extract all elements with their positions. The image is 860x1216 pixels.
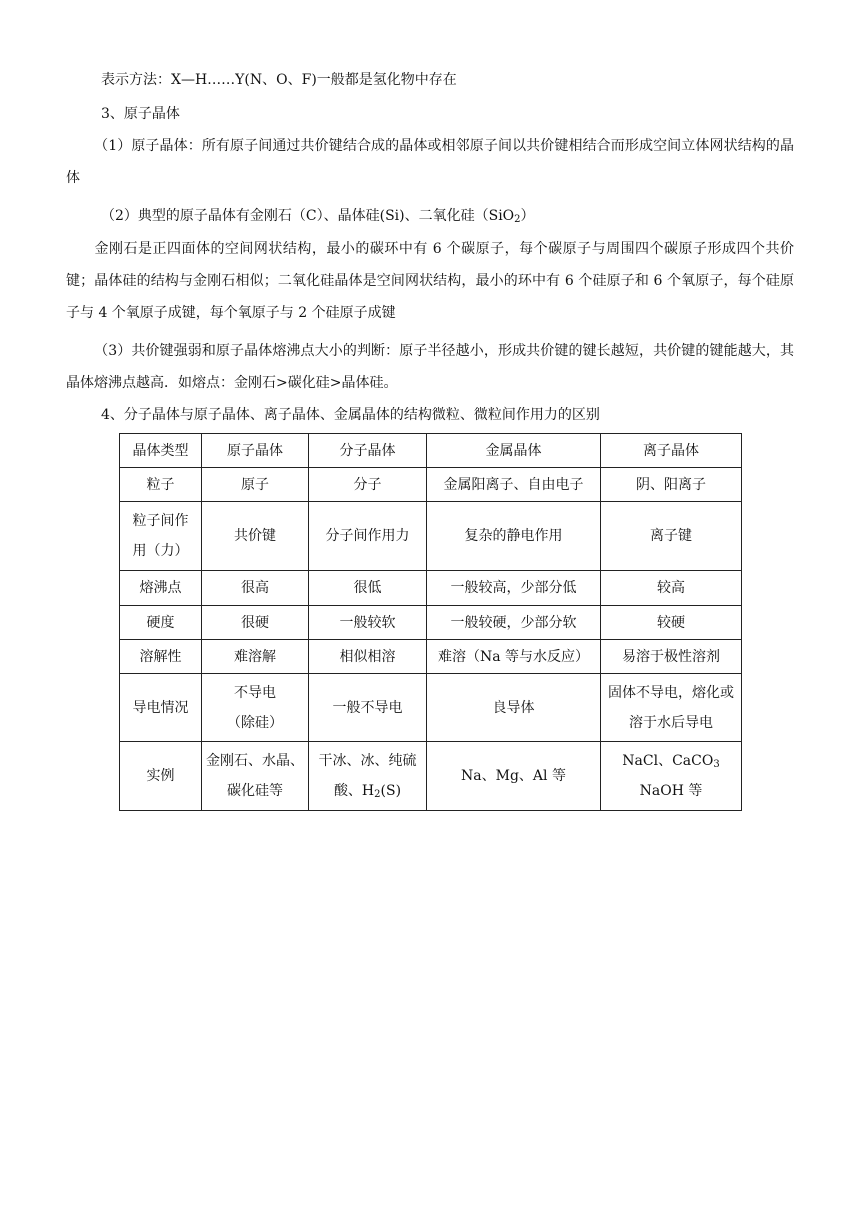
section-3-title: 3、原子晶体 [101,106,180,122]
table-cell: 良导体 [427,674,601,742]
table-row [120,571,742,606]
table-cell: 分子 [309,468,427,502]
table-cell: 较高 [601,571,742,606]
table-cell: 阴、阳离子 [601,468,742,502]
header-cell: 金属晶体 [427,434,601,468]
table-cell: 很硬 [202,606,309,640]
table-cell: 硬度 [120,606,202,640]
header-cell: 晶体类型 [120,434,202,468]
table-cell: 金刚石、水晶、碳化硅等 [202,742,309,811]
paragraph-covalent-bond-strength [66,335,794,399]
table-cell: 实例 [120,742,202,811]
table-cell: 熔沸点 [120,571,202,606]
table-cell: 原子 [202,468,309,502]
table-cell: 金属阳离子、自由电子 [427,468,601,502]
table-cell [601,742,742,811]
diamond-structure-text: 金刚石是正四面体的空间网状结构，最小的碳环中有 6 个碳原子，每个碳原子与周围四个碳原子形成四个共价键；晶体硅的结构与金刚石相似；二氧化硅晶体是空间网状结构，最小的环中有 6 个硅原子和 6 个氧原子，每个硅原子与 4 个氧原子成键，每个氧原子与 2 个硅原子成键 [66,241,794,321]
table-cell: Na、Mg、Al 等 [427,742,601,811]
table-cell: 一般较高，少部分低 [427,571,601,606]
table-cell: 相似相溶 [309,640,427,674]
table-row [120,640,742,674]
crystal-comparison-table [119,433,742,811]
typical-crystals-close: ） [520,208,535,224]
ionic-example-line2: NaOH 等 [639,783,703,799]
paragraph-atomic-crystal-definition [66,130,794,194]
table-row [120,468,742,502]
table-cell: 离子键 [601,502,742,571]
table-row-examples [120,742,742,811]
table-cell: 一般较软 [309,606,427,640]
table-cell: 分子间作用力 [309,502,427,571]
molecular-example-text: 干冰、冰、纯硫酸、H [318,753,417,799]
table-cell: 导电情况 [120,674,202,742]
header-cell: 离子晶体 [601,434,742,468]
table-header-row [120,434,742,468]
atomic-crystal-definition-text: （1）原子晶体：所有原子间通过共价键结合成的晶体或相邻原子间以共价键相结合而形成空间立体网状结构的晶体 [66,138,794,186]
representation-method-line: 表示方法：X—H……Y(N、O、F)一般都是氢化物中存在 [101,72,457,88]
table-row [120,606,742,640]
table-cell: 粒子 [120,468,202,502]
paragraph-diamond-structure [66,233,794,329]
table-cell [309,742,427,811]
table-cell: 共价键 [202,502,309,571]
typical-crystals-text: （2）典型的原子晶体有金刚石（C）、晶体硅(Si)、二氧化硅（SiO [101,208,515,224]
table-cell: 复杂的静电作用 [427,502,601,571]
section-4-title: 4、分子晶体与原子晶体、离子晶体、金属晶体的结构微粒、微粒间作用力的区别 [101,407,600,423]
table-cell: 一般不导电 [309,674,427,742]
ionic-example-text: NaCl、CaCO [622,753,714,769]
table-cell: 固体不导电，熔化或溶于水后导电 [601,674,742,742]
table-cell: 不导电（除硅） [202,674,309,742]
table-cell: 溶解性 [120,640,202,674]
covalent-bond-strength-text: （3）共价键强弱和原子晶体熔沸点大小的判断：原子半径越小，形成共价键的键长越短，共价键的键能越大，其晶体熔沸点越高．如熔点：金刚石>碳化硅>晶体硅。 [66,343,794,391]
table-cell: 难溶解 [202,640,309,674]
paragraph-typical-atomic-crystals [101,206,535,226]
header-cell: 原子晶体 [202,434,309,468]
table-cell: 粒子间作用（力） [120,502,202,571]
table-cell: 较硬 [601,606,742,640]
table-row [120,502,742,571]
header-cell: 分子晶体 [309,434,427,468]
table-cell: 难溶（Na 等与水反应） [427,640,601,674]
h2s-subscript: 2 [374,789,381,800]
table-cell: 一般较硬，少部分软 [427,606,601,640]
table-row [120,674,742,742]
table-cell: 易溶于极性溶剂 [601,640,742,674]
molecular-example-suffix: (S) [380,783,402,799]
table-cell: 很高 [202,571,309,606]
table-cell: 很低 [309,571,427,606]
sio2-subscript: 2 [514,214,521,225]
caco3-subscript: 3 [713,759,720,770]
